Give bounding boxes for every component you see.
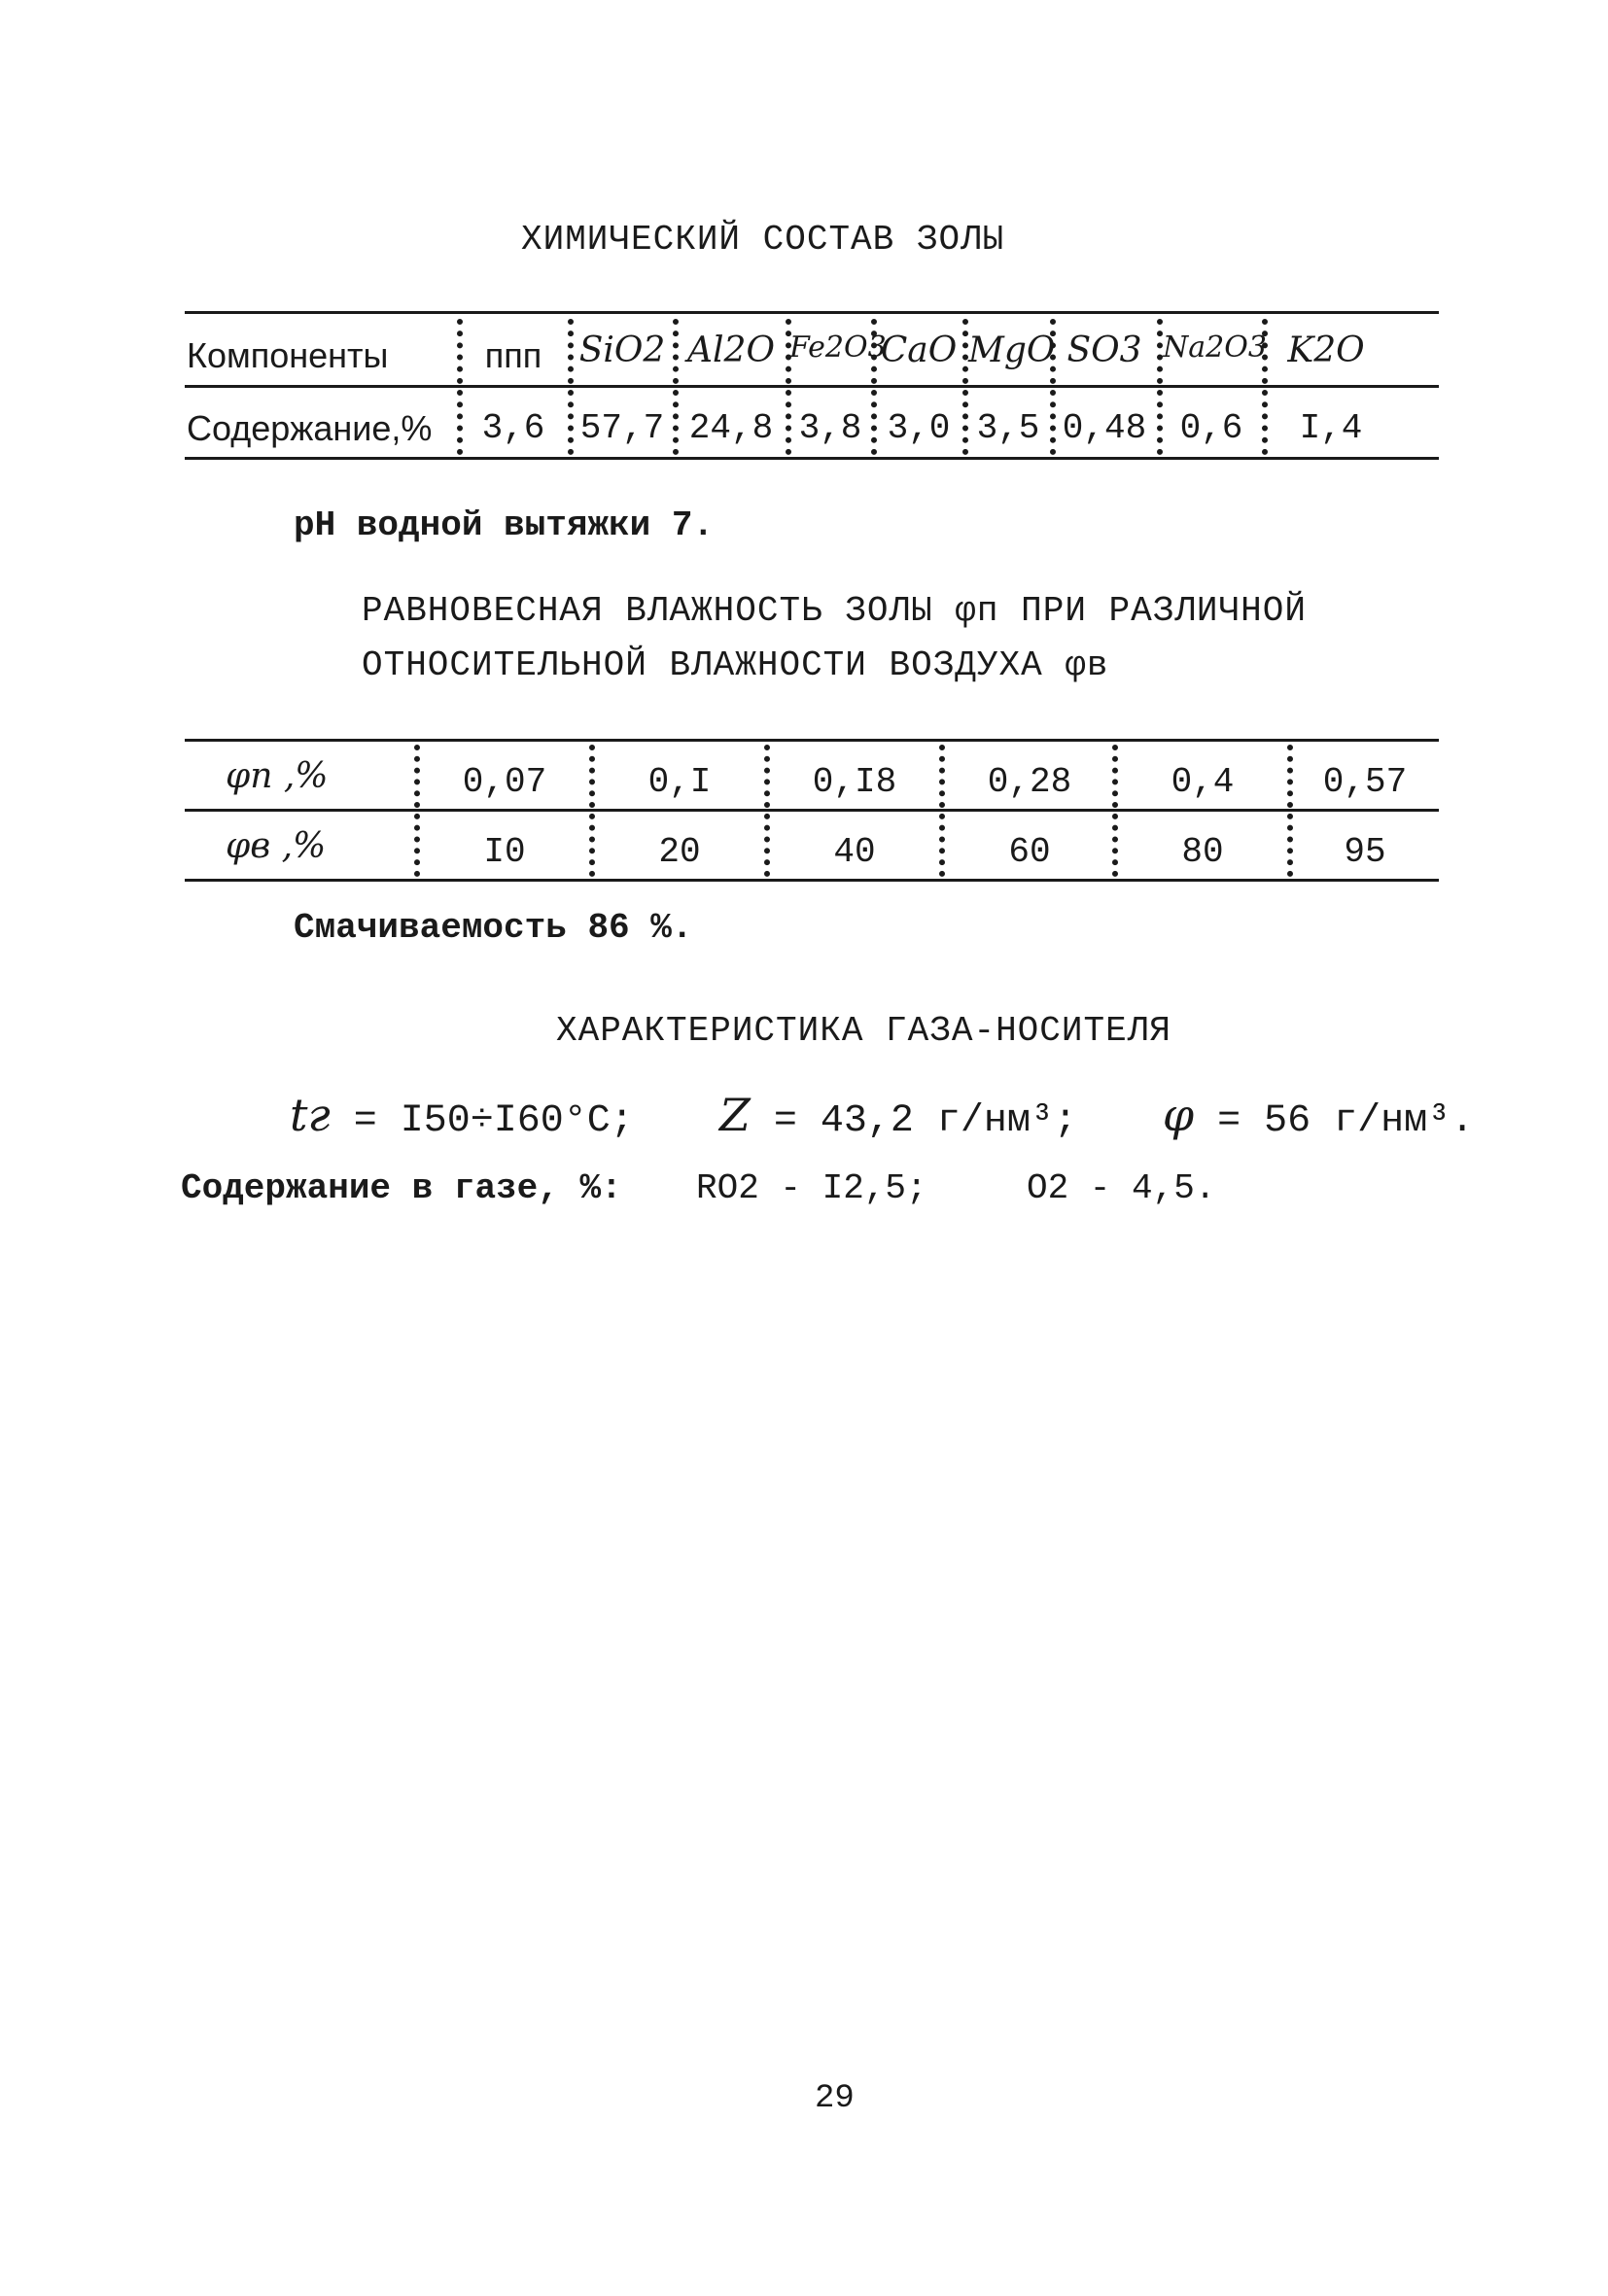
phi-v-value: 60 bbox=[1008, 832, 1051, 872]
temperature-symbol: tг bbox=[290, 1089, 331, 1141]
phi-n-value: 0,I8 bbox=[812, 762, 897, 802]
moisture-value: = 56 г/нм³. bbox=[1217, 1099, 1475, 1143]
phi-n-value: 0,28 bbox=[987, 762, 1072, 802]
carrier-gas-title: ХАРАКТЕРИСТИКА ГАЗА-НОСИТЕЛЯ bbox=[556, 1011, 1171, 1051]
moisture-symbol: φ bbox=[1162, 1089, 1195, 1141]
component-header: MgO bbox=[968, 330, 1056, 370]
component-header: Al2O bbox=[687, 330, 775, 370]
row-label-content: Содержание,% bbox=[187, 408, 433, 448]
ro2-content: RO2 - I2,5; bbox=[696, 1168, 927, 1208]
phi-v-value: 20 bbox=[658, 832, 701, 872]
phi-n-value: 0,57 bbox=[1322, 762, 1408, 802]
column-separator bbox=[939, 745, 945, 877]
phi-n-value: 0,07 bbox=[462, 762, 547, 802]
table-rule bbox=[185, 879, 1439, 882]
component-value: 0,48 bbox=[1062, 408, 1147, 448]
component-value: I,4 bbox=[1299, 408, 1363, 448]
equilibrium-moisture-title-line1: РАВНОВЕСНАЯ ВЛАЖНОСТЬ ЗОЛЫ φп ПРИ РАЗЛИЧНОЙ bbox=[362, 591, 1307, 631]
component-value: 0,6 bbox=[1179, 408, 1243, 448]
component-header: Fe2O3 bbox=[789, 330, 887, 365]
component-value: 3,5 bbox=[976, 408, 1040, 448]
column-separator bbox=[414, 745, 420, 877]
phi-v-value: 80 bbox=[1181, 832, 1224, 872]
component-header: SO3 bbox=[1066, 330, 1142, 370]
column-separator bbox=[764, 745, 770, 877]
table-rule bbox=[185, 311, 1439, 314]
component-header: K2O bbox=[1287, 330, 1365, 370]
phi-v-value: 40 bbox=[833, 832, 876, 872]
column-separator bbox=[457, 319, 463, 455]
component-value: 3,8 bbox=[798, 408, 862, 448]
table-rule bbox=[185, 739, 1439, 742]
row-label-phi-n: φп ,% bbox=[226, 756, 329, 796]
row-label-components: Компоненты bbox=[187, 335, 389, 375]
gas-content-label: Содержание в газе, %: bbox=[181, 1168, 622, 1208]
column-separator bbox=[1287, 745, 1293, 877]
column-separator bbox=[589, 745, 595, 877]
column-separator bbox=[1112, 745, 1118, 877]
component-header: CaO bbox=[880, 330, 958, 370]
component-value: 57,7 bbox=[579, 408, 665, 448]
row-label-phi-v: φв ,% bbox=[226, 826, 327, 866]
dust-concentration-symbol: Z bbox=[718, 1089, 751, 1141]
component-value: 3,6 bbox=[481, 408, 545, 448]
table-rule bbox=[185, 457, 1439, 460]
phi-v-value: I0 bbox=[483, 832, 526, 872]
dust-concentration-value: = 43,2 г/нм³; bbox=[773, 1099, 1077, 1143]
component-value: 24,8 bbox=[688, 408, 774, 448]
component-header: ппп bbox=[484, 335, 542, 375]
temperature-value: = I50÷I60°C; bbox=[353, 1099, 634, 1143]
wettability-note: Смачиваемость 86 %. bbox=[294, 908, 693, 948]
table-rule bbox=[185, 385, 1439, 388]
table-rule bbox=[185, 809, 1439, 812]
equilibrium-moisture-title-line2: ОТНОСИТЕЛЬНОЙ ВЛАЖНОСТИ ВОЗДУХА φв bbox=[362, 645, 1109, 685]
o2-content: O2 - 4,5. bbox=[1027, 1168, 1216, 1208]
column-separator bbox=[568, 319, 574, 455]
page-number: 29 bbox=[815, 2080, 855, 2117]
ph-note: pH водной вытяжки 7. bbox=[294, 505, 715, 545]
component-header: SiO2 bbox=[578, 330, 666, 370]
component-header: Na2O3 bbox=[1163, 330, 1267, 365]
chemical-composition-title: ХИМИЧЕСКИЙ СОСТАВ ЗОЛЫ bbox=[521, 220, 1005, 260]
phi-v-value: 95 bbox=[1344, 832, 1386, 872]
phi-n-value: 0,4 bbox=[1171, 762, 1235, 802]
component-value: 3,0 bbox=[887, 408, 951, 448]
column-separator bbox=[673, 319, 679, 455]
phi-n-value: 0,I bbox=[647, 762, 712, 802]
gas-parameters-line bbox=[290, 1089, 1474, 1143]
